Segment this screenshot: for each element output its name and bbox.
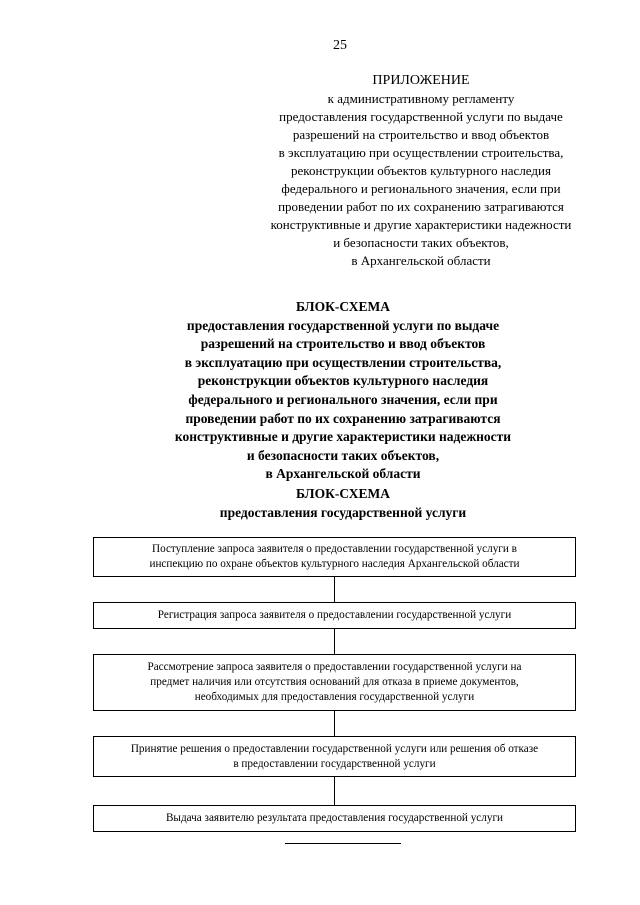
block-scheme-main-line: реконструкции объектов культурного наследия [197,373,489,389]
block-scheme-main-line: в Архангельской области [265,466,421,482]
appendix-line: реконструкции объектов культурного наследия [291,163,551,178]
appendix-line: конструктивные и другие характеристики надежности [270,217,572,232]
appendix-line: проведении работ по их сохранению затрагиваются [278,199,564,214]
block-scheme-sub-subtitle: предоставления государственной услуги [219,504,467,520]
flow-step-review [93,654,576,711]
flow-step-text: в предоставлении государственной услуги [233,757,436,770]
flow-step-text: инспекцию по охране объектов культурного наследия Архангельской области [149,558,520,570]
appendix-line: в эксплуатацию при осуществлении строительства, [278,145,564,160]
block-scheme-main-line: и безопасности таких объектов, [246,447,440,463]
flow-step-registration [93,602,576,629]
appendix-line: разрешений на строительство и ввод объектов [292,127,550,142]
appendix-line: федерального и регионального значения, если при [281,181,561,196]
flow-step-receipt [93,537,576,577]
appendix-line: предоставления государственной услуги по выдаче [279,109,563,124]
flow-connector [334,711,335,736]
flow-step-text: Рассмотрение запроса заявителя о предоставлении государственной услуги на [147,661,522,673]
flow-connector [334,629,335,654]
appendix-line: в Архангельской области [351,253,491,268]
block-scheme-main-line: предоставления государственной услуги по выдаче [186,317,500,333]
footer-rule [285,843,401,844]
block-scheme-main-line: в эксплуатацию при осуществлении строительства, [184,354,502,370]
block-scheme-main-line: федерального и регионального значения, если при [188,391,498,407]
flow-step-text: Поступление запроса заявителя о предоставлении государственной услуги в [152,543,517,555]
flow-step-issuance [93,805,576,832]
flow-step-text: Регистрация запроса заявителя о предоставлении государственной услуги [157,609,512,621]
flow-step-decision [93,736,576,777]
appendix-line: и безопасности таких объектов, [333,235,509,250]
page-number: 25 [333,38,347,53]
block-scheme-main-line: конструктивные и другие характеристики надежности [174,429,512,445]
block-scheme-main-title: БЛОК-СХЕМА [295,299,391,314]
flow-step-text: Принятие решения о предоставлении государственной услуги или решения об отказе [130,742,539,755]
block-scheme-sub-title: БЛОК-СХЕМА [295,486,391,501]
appendix-line: к административному регламенту [327,91,515,106]
flow-connector [334,577,335,602]
block-scheme-main-line: проведении работ по их сохранению затрагиваются [185,410,501,426]
block-scheme-main-line: разрешений на строительство и ввод объектов [200,336,486,352]
appendix-title: ПРИЛОЖЕНИЕ [372,73,470,88]
flow-connector [334,777,335,805]
flow-step-text: Выдача заявителю результата предоставления государственной услуги [165,812,504,824]
flow-step-text: необходимых для предоставления государственной услуги [194,691,475,703]
flow-step-text: предмет наличия или отсутствия оснований для отказа в приеме документов, [150,676,519,688]
